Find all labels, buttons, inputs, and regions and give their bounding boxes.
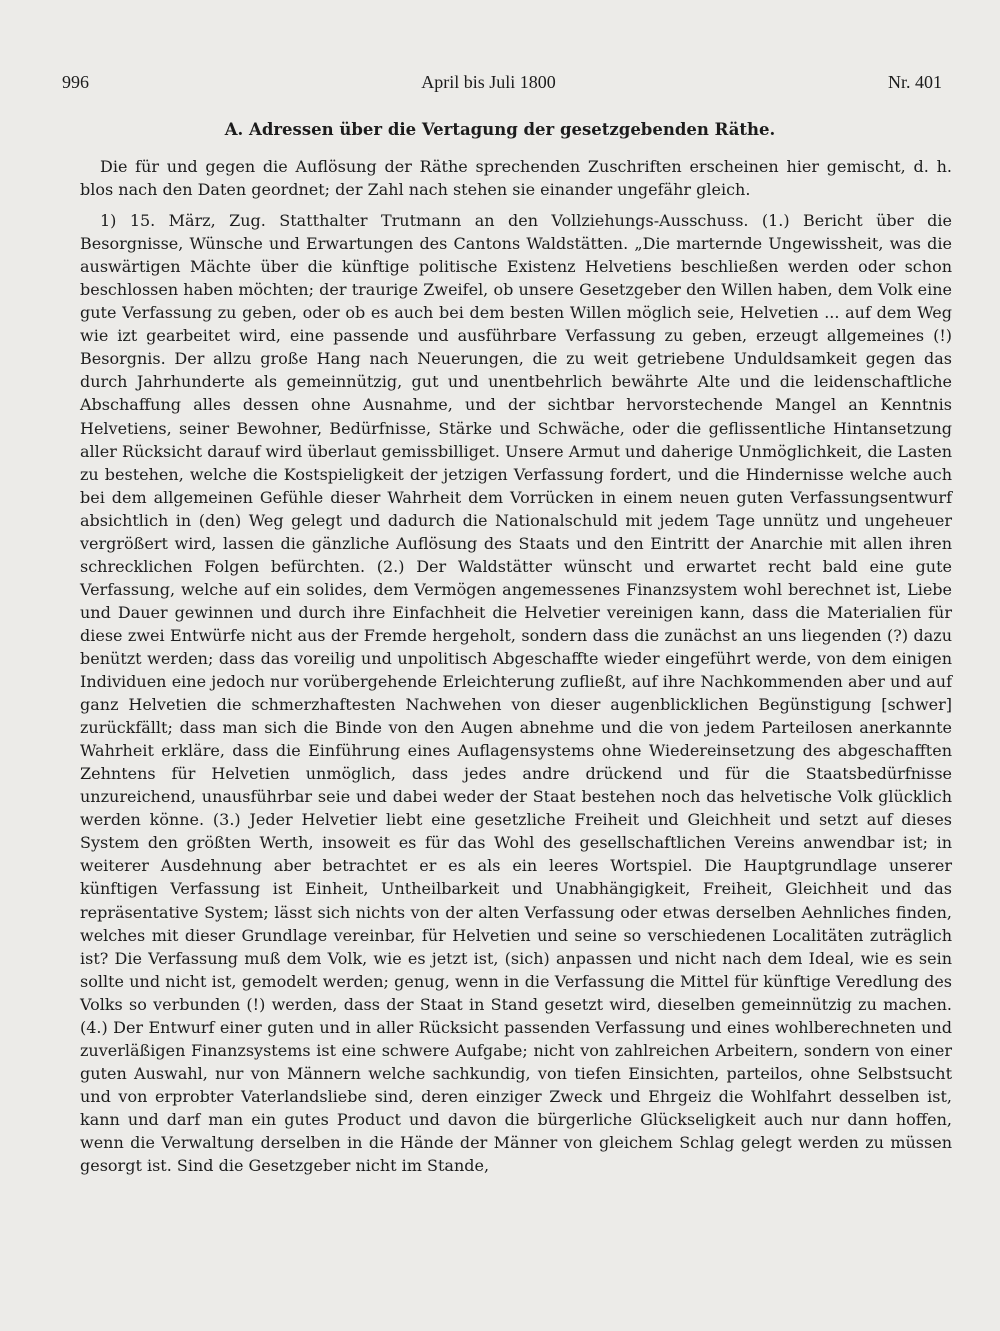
body-text [80, 155, 952, 1177]
running-title: April bis Juli 1800 [421, 72, 556, 92]
document-number: Nr. 401 [887, 72, 942, 92]
page-number: 996 [62, 72, 89, 92]
main-paragraph: 1) 15. März, Zug. Statthalter Trutmann an den Vollziehungs-Ausschuss. (1.) Bericht über die Besorgnisse, Wünsche und Erwartungen des Cantons Waldstätten. „Die marternde Ungewissheit, was die auswärtigen Mächte über die künftige politische Existenz Helvetiens beschließen werden oder schon beschlossen haben möchten; der traurige Zweifel, ob unsere Gesetzgeber den Willen haben, dem Volk eine gute Verfassung zu geben, oder ob es auch bei dem besten Willen möglich seie, Helvetien ... auf dem Weg wie izt gearbeitet wird, eine passende und ausführbare Verfassung zu geben, erzeugt allgemeines (!) Besorgnis. Der allzu große Hang nach Neuerungen, die zu weit getriebene Unduldsamkeit gegen das durch Jahrhunderte als gemeinnützig, gut und unentbehrlich bewährte Alte und die leidenschaftliche Abschaffung alles dessen ohne Ausnahme, und der sichtbar hervorstechende Mangel an Kenntnis Helvetiens, seiner Bewohner, Bedürfnisse, Stärke und Schwäche, oder die geflissentliche Hintansetzung aller Rücksicht darauf wird überlaut gemissbilliget. Unsere Armut und daherige Unmöglichkeit, die Lasten zu bestehen, welche die Kostspieligkeit der jetzigen Verfassung fordert, und die Hindernisse welche auch bei dem allgemeinen Gefühle dieser Wahrheit dem Vorrücken in einem neuen guten Verfassungsentwurf absichtlich in (den) Weg gelegt und dadurch die Nationalschuld mit jedem Tage unnütz und ungeheuer vergrößert wird, lassen die gänzliche Auflösung des Staats und den Eintritt der Anarchie mit allen ihren schrecklichen Folgen befürchten. (2.) Der Waldstätter wünscht und erwartet recht bald eine gute Verfassung, welche auf ein solides, dem Vermögen angemessenes Finanzsystem wohl berechnet ist, Liebe und Dauer gewinnen und durch ihre Einfachheit die Helvetier vereinigen kann, dass die Materialien für diese zwei Entwürfe nicht aus der Fremde hergeholt, sondern dass die zunächst an uns liegenden (?) dazu benützt werden; dass das voreilig und unpolitisch Abgeschaffte wieder eingeführt werde, von dem einigen Individuen eine jedoch nur vorübergehende Erleichterung zufließt, auf ihre Nachkommenden aber und auf ganz Helvetien die schmerzhaftesten Nachwehen von dieser augenblicklichen Begünstigung [schwer] zurückfällt; dass man sich die Binde von den Augen abnehme und die von jedem Parteilosen anerkannte Wahrheit erkläre, dass die Einführung eines Auflagensystems ohne Wiedereinsetzung des abgeschafften Zehntens für Helvetien unmöglich, dass jedes andre drückend und für die Staatsbedürfnisse unzureichend, unausführbar seie und dabei weder der Staat bestehen noch das helvetische Volk glücklich werden könne. (3.) Jeder Helvetier liebt eine gesetzliche Freiheit und Gleichheit und setzt auf dieses System den größten Werth, insoweit es für das Wohl des gesellschaftlichen Vereins anwendbar ist; in weiterer Ausdehnung aber betrachtet er es als ein leeres Wortspiel. Die Hauptgrundlage unserer künftigen Verfassung ist Einheit, Untheilbarkeit und Unabhängigkeit, Freiheit, Gleichheit und das repräsentative System; lässt sich nichts von der alten Verfassung oder etwas derselben Aehnliches finden, welches mit dieser Grundlage vereinbar, für Helvetien und seine so verschiedenen Localitäten zuträglich ist? Die Verfassung muß dem Volk, wie es jetzt ist, (sich) anpassen und nicht nach dem Ideal, wie es sein sollte und nicht ist, gemodelt werden; genug, wenn in die Verfassung die Mittel für künftige Veredlung des Volks so verbunden (!) werden, dass der Staat in Stand gesetzt wird, dieselben gemeinnützig zu machen. (4.) Der Entwurf einer guten und in aller Rücksicht passenden Verfassung und eines wohlberechneten und zuverläßigen Finanzsystems ist eine schwere Aufgabe; nicht von zahlreichen Arbeitern, sondern von einer guten Auswahl, nur von Männern welche sachkundig, von tiefen Einsichten, parteilos, ohne Selbstsucht und von erprobter Vaterlandsliebe sind, deren einziger Zweck und Ehrgeiz die Wohlfahrt desselben ist, kann und darf man ein gutes Product und davon die bürgerliche Glückseligkeit auch nur dann hoffen, wenn die Verwaltung derselben in die Hände der Männer von gleichem Schlag gelegt werden zu müssen gesorgt ist. Sind die Gesetzgeber nicht im Stande, [80, 211, 952, 1176]
running-header [62, 72, 942, 93]
intro-paragraph: Die für und gegen die Auflösung der Räthe sprechenden Zuschriften erscheinen hier gemischt, d. h. blos nach den Daten geordnet; der Zahl nach stehen sie einander ungefähr gleich. [80, 157, 952, 200]
section-title: A. Adressen über die Vertagung der gesetzgebenden Räthe. [224, 120, 776, 139]
